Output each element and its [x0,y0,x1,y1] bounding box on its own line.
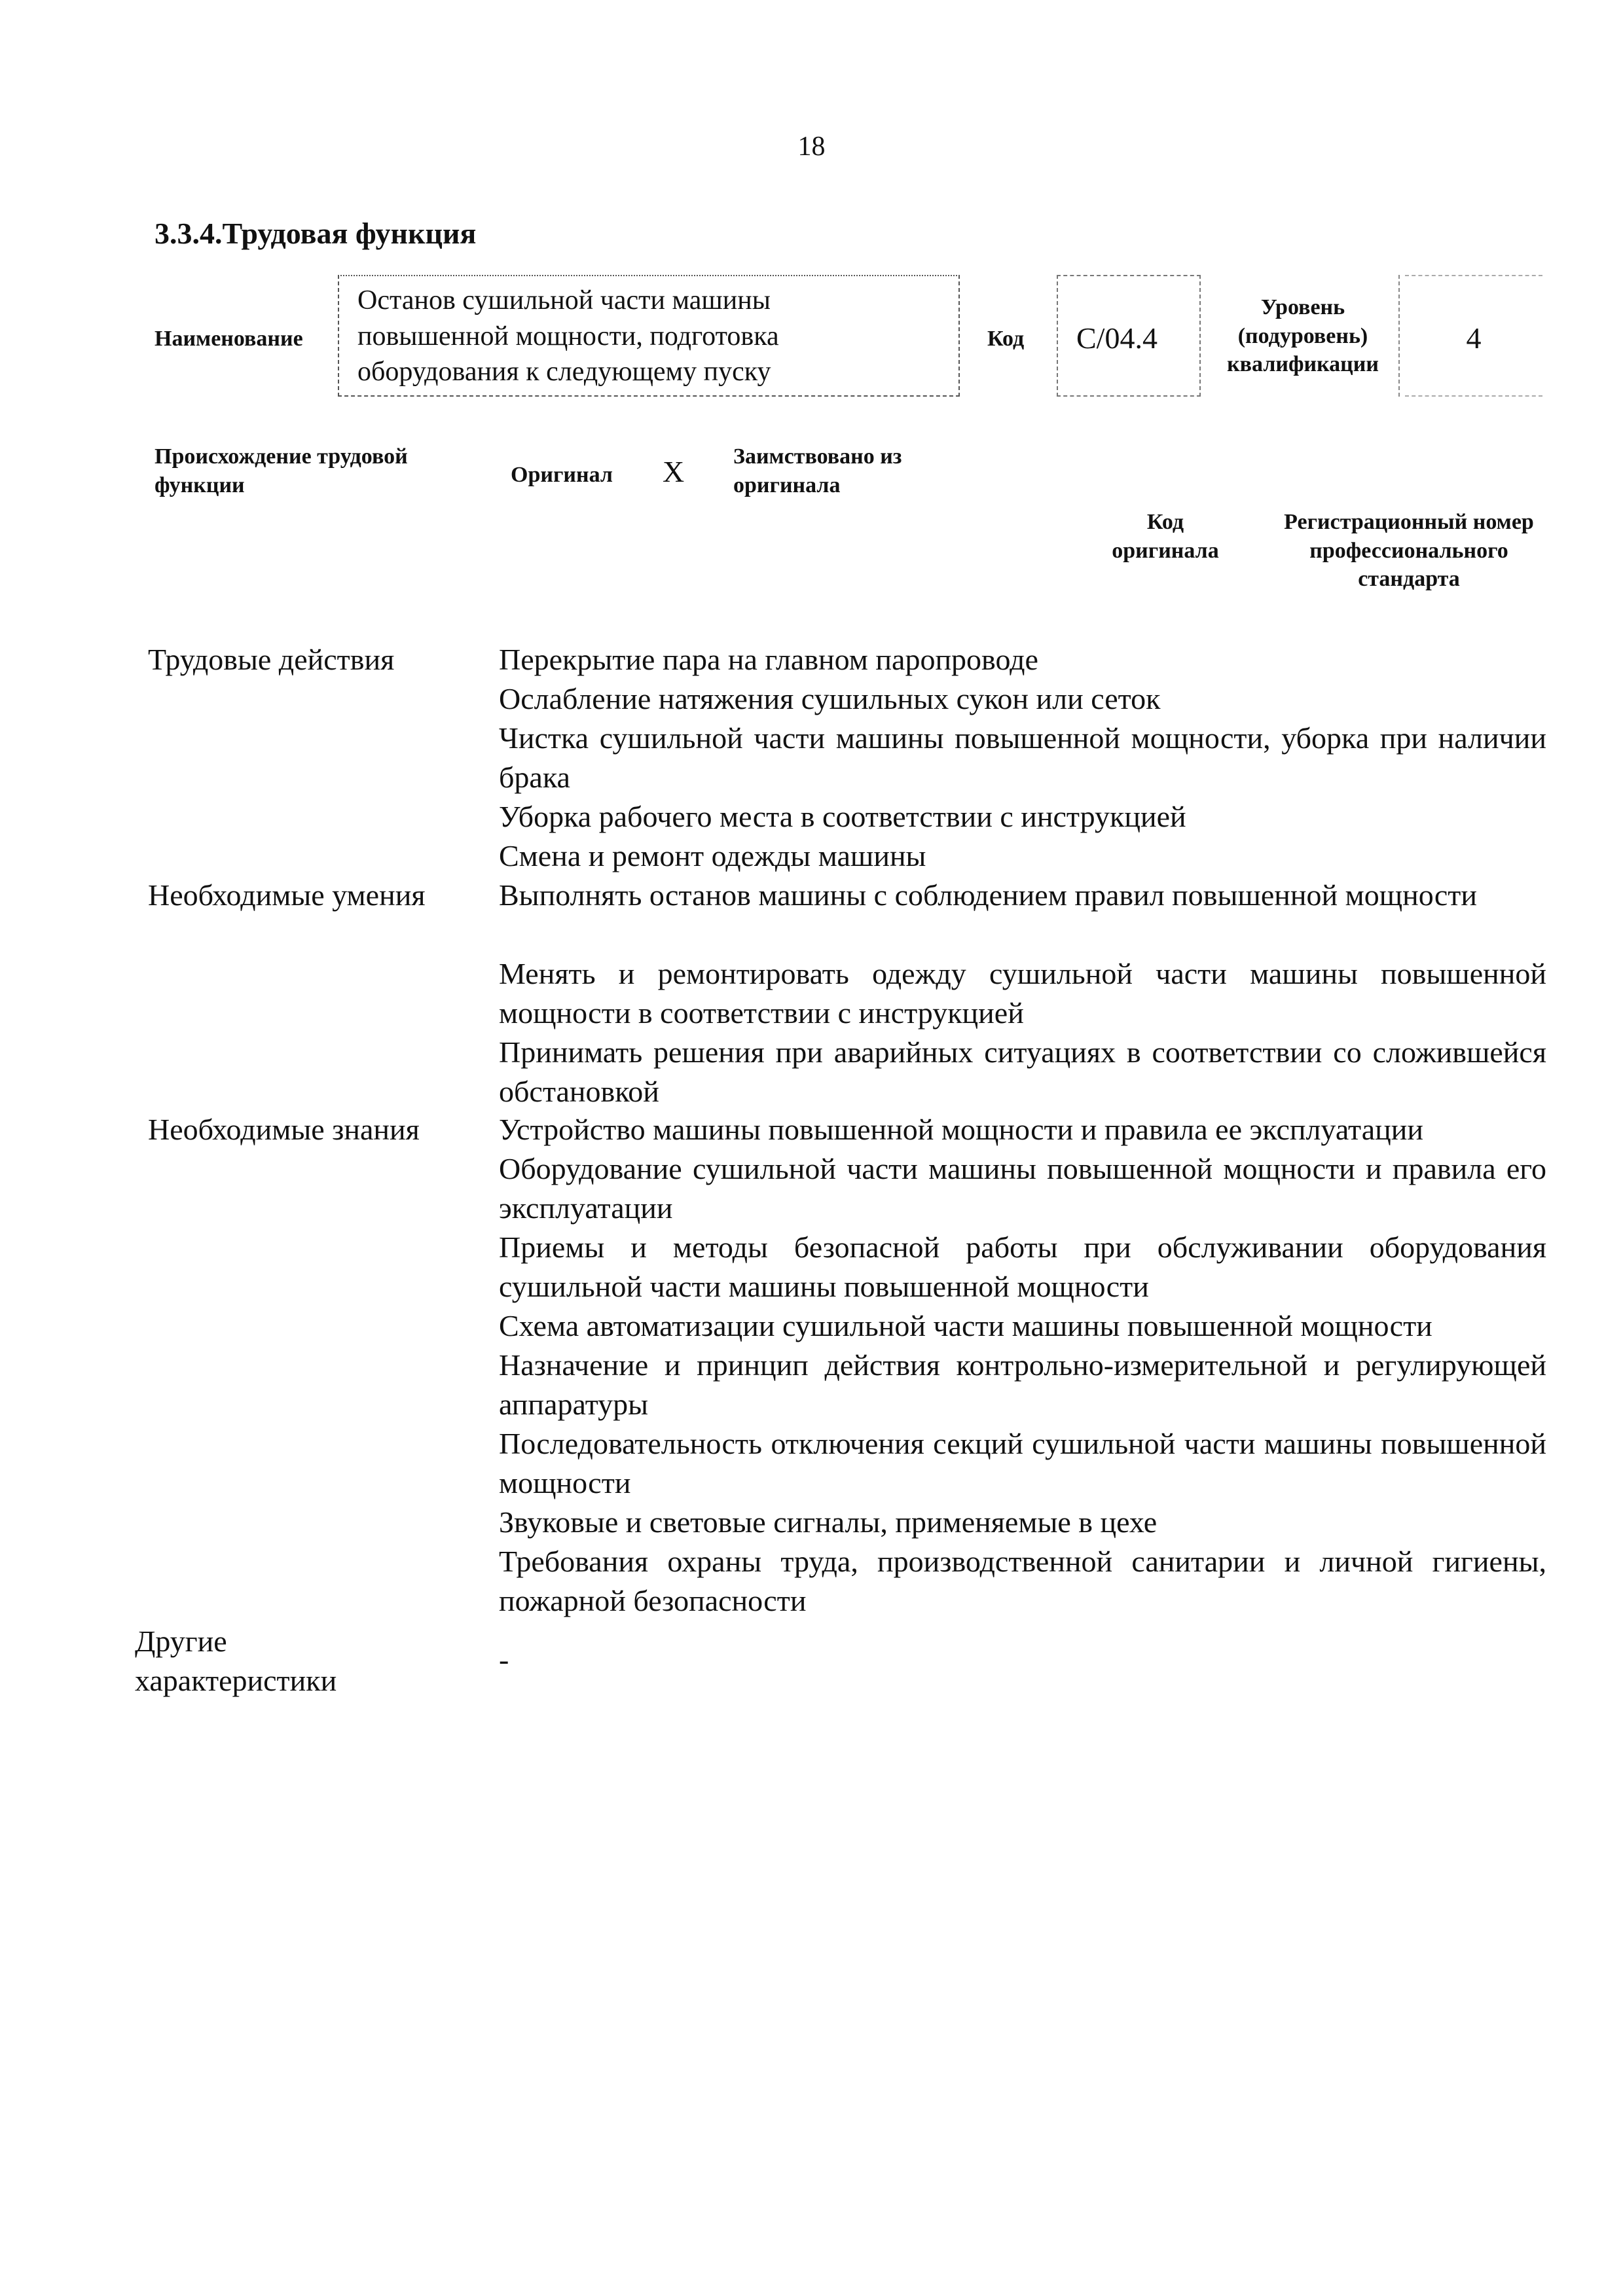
knowledge-item: Назначение и принцип действия контрольно-измерительной и регулирующей аппаратуры [499,1348,1546,1421]
other-label [135,1622,462,1700]
skill-item: Менять и ремонтировать одежду сушильной части машины повышенной мощности в соответствии с инструкцией [499,957,1546,1030]
action-item: Уборка рабочего места в соответствии с инструкцией [499,800,1186,833]
origin-label [155,442,408,499]
skill-item: Принимать решения при аварийных ситуациях в соответствии со сложившейся обстановкой [499,1035,1546,1108]
code-label: Код [987,327,1025,351]
code-original-line: Код [1146,510,1184,534]
origin-label-line: Происхождение трудовой [155,444,408,469]
knowledge-item: Устройство машины повышенной мощности и правила ее эксплуатации [499,1113,1423,1146]
origin-label-line: функции [155,473,245,497]
reg-number-line: профессионального [1309,538,1508,563]
name-label: Наименование [155,327,303,351]
level-value: 4 [1466,321,1482,355]
skills-label: Необходимые умения [148,878,426,912]
actions-label: Трудовые действия [148,643,395,676]
knowledge-item: Схема автоматизации сушильной части машины повышенной мощности [499,1309,1432,1342]
action-item: Чистка сушильной части машины повышенной мощности, уборка при наличии брака [499,721,1546,794]
section-title: 3.3.4.Трудовая функция [155,217,477,250]
knowledge-item: Требования охраны труда, производственной санитарии и личной гигиены, пожарной безопасности [499,1545,1546,1617]
knowledge-item: Приемы и методы безопасной работы при обслуживании оборудования сушильной части машины повышенной мощности [499,1230,1546,1303]
page-number: 18 [797,132,826,162]
skill-item: Выполнять останов машины с соблюдением правил повышенной мощности [499,878,1478,912]
original-label: Оригинал [511,463,613,487]
level-label [1211,293,1395,379]
level-label-line: Уровень [1260,295,1345,319]
level-label-line: (подуровень) [1237,323,1368,348]
other-value: - [499,1643,509,1676]
borrowed-label-line: оригинала [733,473,841,497]
name-line: Останов сушильной части машины [357,285,771,315]
name-line: повышенной мощности, подготовка [357,321,779,351]
other-label-line: характеристики [135,1664,337,1697]
knowledge-item: Последовательность отключения секций сушильной части машины повышенной мощности [499,1427,1546,1499]
code-value: С/04.4 [1076,321,1158,355]
code-original-line: оригинала [1112,538,1219,563]
original-mark: X [663,455,685,488]
code-original-label [1087,508,1244,565]
reg-number-label [1265,508,1553,594]
other-label-line: Другие [135,1624,227,1658]
name-value [357,283,953,390]
name-line: оборудования к следующему пуску [357,357,771,387]
level-label-line: квалификации [1227,352,1379,377]
knowledge-item: Оборудование сушильной части машины повышенной мощности и правила его эксплуатации [499,1152,1546,1225]
knowledge-label: Необходимые знания [148,1113,420,1146]
borrowed-label [733,442,902,499]
reg-number-line: стандарта [1358,567,1460,592]
action-item: Смена и ремонт одежды машины [499,839,926,872]
borrowed-label-line: Заимствовано из [733,444,902,469]
knowledge-item: Звуковые и световые сигналы, применяемые в цехе [499,1505,1158,1539]
action-item: Ослабление натяжения сушильных сукон или сеток [499,682,1161,715]
reg-number-line: Регистрационный номер [1284,510,1534,534]
action-item: Перекрытие пара на главном паропроводе [499,643,1038,676]
